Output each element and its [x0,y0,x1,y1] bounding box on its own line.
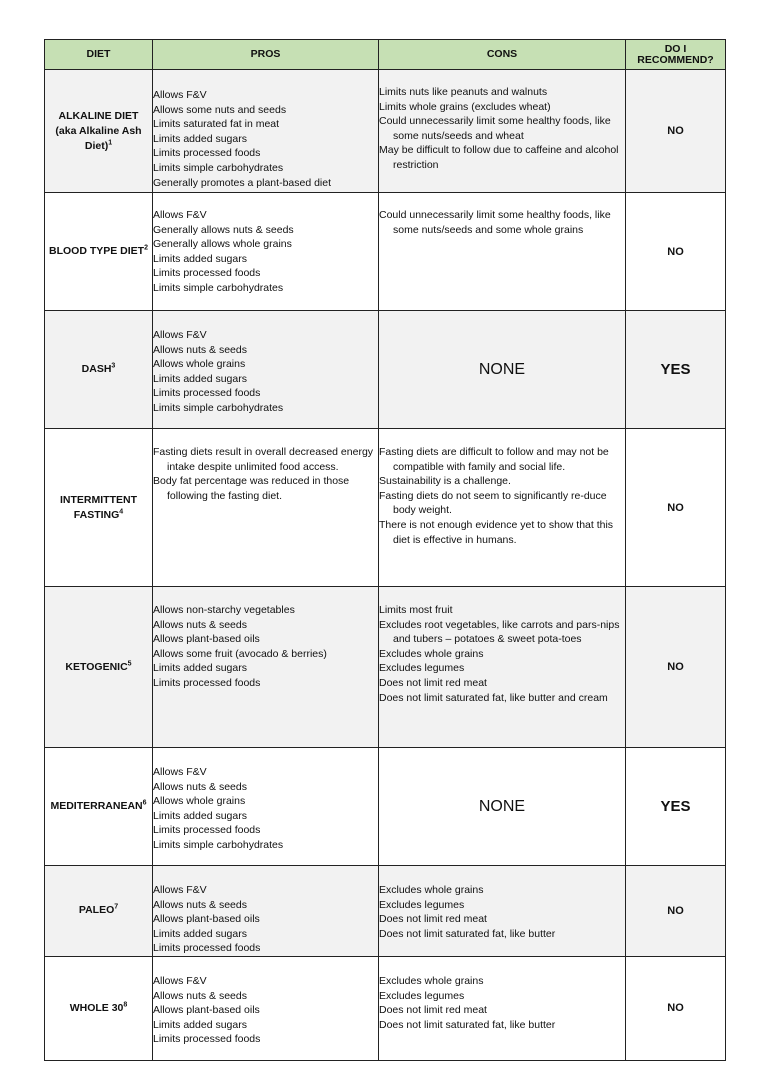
cons-cell [379,429,626,587]
cons-item: Could unnecessarily limit some healthy foods, like some nuts/seeds and wheat [379,115,611,142]
pros-cell [153,587,379,748]
pros-item: Limits simple carbohydrates [153,161,284,174]
diet-name-text: PALEO [78,904,115,917]
diet-name-text: Diet) [84,139,109,152]
recommendation-cell: NO [626,956,726,1060]
pros-item: Allows some fruit (avocado & berries) [153,647,327,660]
reference-number: 8 [123,1001,128,1009]
cons-none-text: NONE [478,797,526,815]
diet-name-cell [45,70,153,193]
pros-item: Allows some nuts and seeds [153,103,287,116]
cons-cell [379,70,626,193]
pros-item: Limits simple carbohydrates [153,401,284,414]
diet-name-text: INTERMITTENT [60,493,137,506]
table-row [45,193,726,311]
recommendation-cell: NO [626,193,726,311]
cons-list [379,603,625,705]
recommendation-cell: NO [626,866,726,957]
cons-list [379,883,625,941]
pros-item: Limits saturated fat in meat [153,118,280,131]
pros-item: Allows F&V [153,884,207,896]
diet-name-text: ALKALINE DIET [58,109,139,122]
cons-item: Limits whole grains (excludes wheat) [379,100,551,113]
pros-item: Allows F&V [153,209,207,221]
diet-name-text: DASH [81,363,112,375]
pros-item: Allows whole grains [153,358,246,371]
pros-item: Generally promotes a plant-based diet [153,176,332,189]
reference-number: 2 [144,244,148,252]
cons-item: Excludes legumes [379,662,465,675]
pros-cell [153,70,379,193]
pros-item: Limits added sugars [153,372,247,385]
pros-item: Allows non-starchy vegetables [153,604,295,616]
pros-list [153,974,378,1047]
reference-number: 5 [127,660,132,667]
table-row [45,866,726,957]
pros-item: Allows F&V [153,89,207,101]
diet-name-cell [45,956,153,1060]
cons-item: Does not limit red meat [379,676,487,689]
reference-number: 7 [114,903,119,911]
pros-item: Generally allows whole grains [153,238,292,251]
pros-item: Limits processed foods [153,942,261,955]
table-row [45,956,726,1060]
pros-list [153,445,378,503]
pros-item: Limits added sugars [153,662,247,675]
cons-item: There is not enough evidence yet to show that this diet is effective in humans. [379,518,614,546]
diet-name-cell [45,429,153,587]
cons-list [379,208,625,237]
recommendation-cell: NO [626,587,726,748]
table-row [45,748,726,866]
reference-number: 6 [142,799,147,807]
diet-name-cell [45,311,153,429]
cons-item: Limits most fruit [379,604,453,616]
cons-list [379,85,625,173]
cons-cell [379,956,626,1060]
pros-item: Allows nuts & seeds [153,343,247,356]
diet-name-text: BLOOD TYPE DIET [49,245,145,257]
cons-item: Fasting diets are difficult to follow and may not be compatible with family and social life. [379,446,609,473]
pros-item: Limits processed foods [153,676,261,689]
header-diet: DIET [45,40,153,70]
pros-cell [153,193,379,311]
pros-item: Allows nuts & seeds [153,989,247,1002]
pros-list [153,883,378,956]
cons-item: Excludes legumes [379,898,465,911]
pros-item: Limits processed foods [153,387,261,400]
pros-item: Allows nuts & seeds [153,618,247,631]
pros-list [153,88,378,190]
cons-item: Does not limit red meat [379,913,487,926]
cons-item: Could unnecessarily limit some healthy foods, like some nuts/seeds and some whole grains [379,209,611,236]
pros-list [153,603,378,691]
diet-name-text: FASTING [73,508,120,521]
pros-item: Limits added sugars [153,1018,247,1031]
cons-item: May be difficult to follow due to caffeine and alcohol restriction [379,144,619,171]
pros-item: Allows plant-based oils [153,913,260,926]
pros-item: Limits simple carbohydrates [153,838,284,851]
pros-item: Allows F&V [153,329,207,341]
header-recommend-line1: DO I [664,42,687,55]
diet-name-cell [45,866,153,957]
cons-item: Excludes whole grains [379,647,484,660]
recommendation-cell: YES [626,311,726,429]
cons-item: Excludes legumes [379,989,465,1002]
pros-item: Limits processed foods [153,824,261,837]
cons-item: Does not limit red meat [379,1004,487,1017]
pros-item: Limits processed foods [153,267,261,280]
diet-name-text: (aka Alkaline Ash [55,124,142,137]
pros-cell [153,866,379,957]
pros-item: Limits added sugars [153,252,247,265]
diet-comparison-table [44,39,726,1061]
cons-item: Does not limit saturated fat, like butter [379,1018,556,1031]
pros-item: Allows nuts & seeds [153,898,247,911]
pros-item: Limits processed foods [153,1033,261,1046]
diet-name-text: MEDITERRANEAN [50,800,143,812]
cons-cell [379,748,626,866]
recommendation-cell: NO [626,70,726,193]
cons-list [379,445,625,547]
cons-item: Does not limit saturated fat, like butter and cream [379,691,608,704]
cons-cell [379,311,626,429]
pros-list [153,208,378,296]
diet-name-cell [45,193,153,311]
header-cons: CONS [379,40,626,70]
table-row [45,70,726,193]
reference-number: 3 [111,362,116,370]
diet-name-cell [45,587,153,748]
pros-item: Allows nuts & seeds [153,780,247,793]
cons-cell [379,587,626,748]
header-row [45,40,726,70]
pros-item: Body fat percentage was reduced in those following the fasting diet. [153,475,350,502]
diet-name-cell [45,748,153,866]
pros-item: Limits added sugars [153,132,247,145]
table-row [45,429,726,587]
pros-item: Allows whole grains [153,795,246,808]
cons-item: Excludes whole grains [379,884,484,896]
cons-cell [379,193,626,311]
cons-item: Does not limit saturated fat, like butter [379,927,556,940]
cons-item: Excludes root vegetables, like carrots and pars-nips and tubers – potatoes & sweet pota-toes [379,618,620,646]
pros-list [153,765,378,853]
recommendation-cell: NO [626,429,726,587]
diet-name-text: WHOLE 30 [69,1001,124,1014]
diet-name-text: KETOGENIC [65,660,128,673]
header-recommend [626,40,726,70]
header-recommend-line2: RECOMMEND? [637,53,714,66]
pros-item: Limits processed foods [153,147,261,160]
reference-number: 1 [108,139,113,146]
cons-item: Sustainability is a challenge. [379,475,511,488]
header-pros: PROS [153,40,379,70]
table-row [45,587,726,748]
cons-item: Fasting diets do not seem to significantly re-duce body weight. [379,489,607,517]
cons-item: Limits nuts like peanuts and walnuts [379,86,548,98]
pros-cell [153,748,379,866]
pros-item: Allows F&V [153,766,207,778]
table-row [45,311,726,429]
pros-item: Allows F&V [153,974,207,987]
pros-list [153,328,378,416]
pros-item: Limits added sugars [153,927,247,940]
cons-item: Excludes whole grains [379,974,484,987]
pros-cell [153,429,379,587]
pros-item: Allows plant-based oils [153,633,260,646]
pros-cell [153,956,379,1060]
pros-cell [153,311,379,429]
table-body [45,70,726,1061]
pros-item: Fasting diets result in overall decreased energy intake despite unlimited food access. [153,446,374,473]
pros-item: Limits simple carbohydrates [153,281,284,294]
cons-none-text: NONE [478,360,526,378]
cons-list [379,974,625,1032]
cons-cell [379,866,626,957]
recommendation-cell: YES [626,748,726,866]
reference-number: 4 [119,508,124,515]
pros-item: Allows plant-based oils [153,1004,260,1017]
pros-item: Limits added sugars [153,809,247,822]
pros-item: Generally allows nuts & seeds [153,223,294,236]
